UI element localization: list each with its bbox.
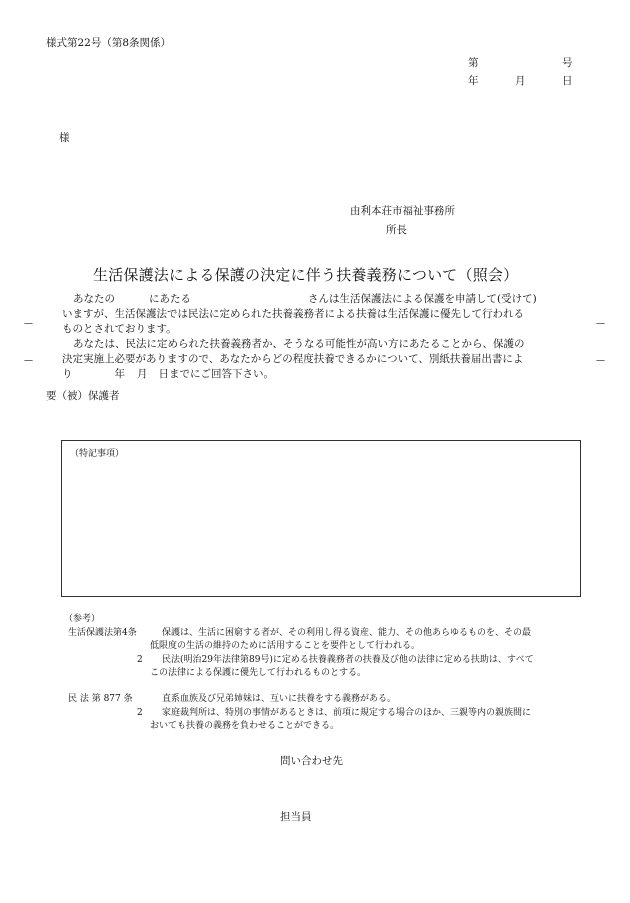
p1-line1 — [62, 292, 574, 307]
p2-line2: 決定実施上必要がありますので、あなたからどの程度扶養できるかについて、別紙扶養届出書によ — [62, 353, 524, 365]
date-month: 月 — [515, 75, 526, 87]
law1-item2-line2: この法律による保護に優先して行われるものとする。 — [150, 668, 367, 678]
p1-line2: いますが、生活保護法では民法に定められた扶養義務者による扶養は生活保護に優先して行われる — [62, 308, 524, 320]
doc-number-prefix: 第 — [468, 57, 479, 69]
body-text — [62, 292, 574, 382]
p1-b: にあたる — [149, 293, 191, 305]
p1-a: あなたの — [73, 293, 115, 305]
document-title: 生活保護法による保護の決定に伴う扶養義務について（照会） — [93, 266, 519, 284]
law1-name: 生活保護法第4条 — [68, 628, 137, 638]
date-day: 日 — [562, 75, 573, 87]
law2-name: 民 法 第 877 条 — [68, 694, 133, 704]
p2-line3 — [62, 367, 574, 382]
law1-item1-line2: 低限度の生活の維持のために活用することを要件として行われる。 — [150, 641, 421, 651]
margin-mark-right-2: — — [596, 356, 605, 366]
form-label: 様式第22号（第8条関係） — [46, 37, 172, 49]
sender-office: 由利本荘市福祉事務所 — [350, 205, 455, 217]
p1-line3: ものとされております。 — [62, 323, 177, 335]
law1-item2-line1: 民法(明治29年法律第89号)に定める扶養義務者の扶養及び他の法律に定める扶助は、すべて — [162, 655, 534, 665]
doc-number-suffix: 号 — [562, 57, 573, 69]
law1-item2-num: 2 — [137, 655, 143, 665]
law2-item2-line1: 家庭裁判所は、特別の事情があるときは、前項に規定する場合のほか、三親等内の親族間に — [162, 708, 532, 718]
sender-title: 所長 — [386, 224, 407, 236]
contact-label: 問い合わせ先 — [280, 755, 343, 767]
margin-mark-left-1: — — [24, 319, 33, 329]
law1-item1-line1: 保護は、生活に困窮する者が、その利用し得る資産、能力、その他あらゆるものを、その最 — [162, 628, 532, 638]
staff-label: 担当員 — [280, 811, 312, 823]
margin-mark-left-2: — — [24, 356, 33, 366]
p2-a: り — [62, 368, 73, 380]
p2-line1: あなたは、民法に定められた扶養義務者か、そうなる可能性が高い方にあたることから、保護の — [73, 338, 525, 350]
special-notes-box — [61, 440, 581, 597]
margin-mark-right-1: — — [596, 319, 605, 329]
date-year: 年 — [468, 75, 479, 87]
p2-d: 日までにご回答下さい。 — [158, 368, 274, 380]
law2-item2-line2: おいても扶養の義務を負わせることができる。 — [150, 721, 340, 731]
protected-person-label: 要（被）保護者 — [46, 390, 120, 402]
law2-item1: 直系血族及び兄弟姉妹は、互いに扶養をする義務がある。 — [162, 694, 397, 704]
reference-heading: （参考） — [64, 614, 101, 624]
law2-item2-num: 2 — [137, 708, 143, 718]
special-notes-label: （特記事項） — [70, 449, 125, 459]
p2-b: 年 — [114, 368, 125, 380]
p2-c: 月 — [137, 368, 148, 380]
p1-c: さんは生活保護法による保護を申請して(受けて) — [308, 293, 537, 305]
addressee-honorific: 様 — [59, 132, 70, 144]
